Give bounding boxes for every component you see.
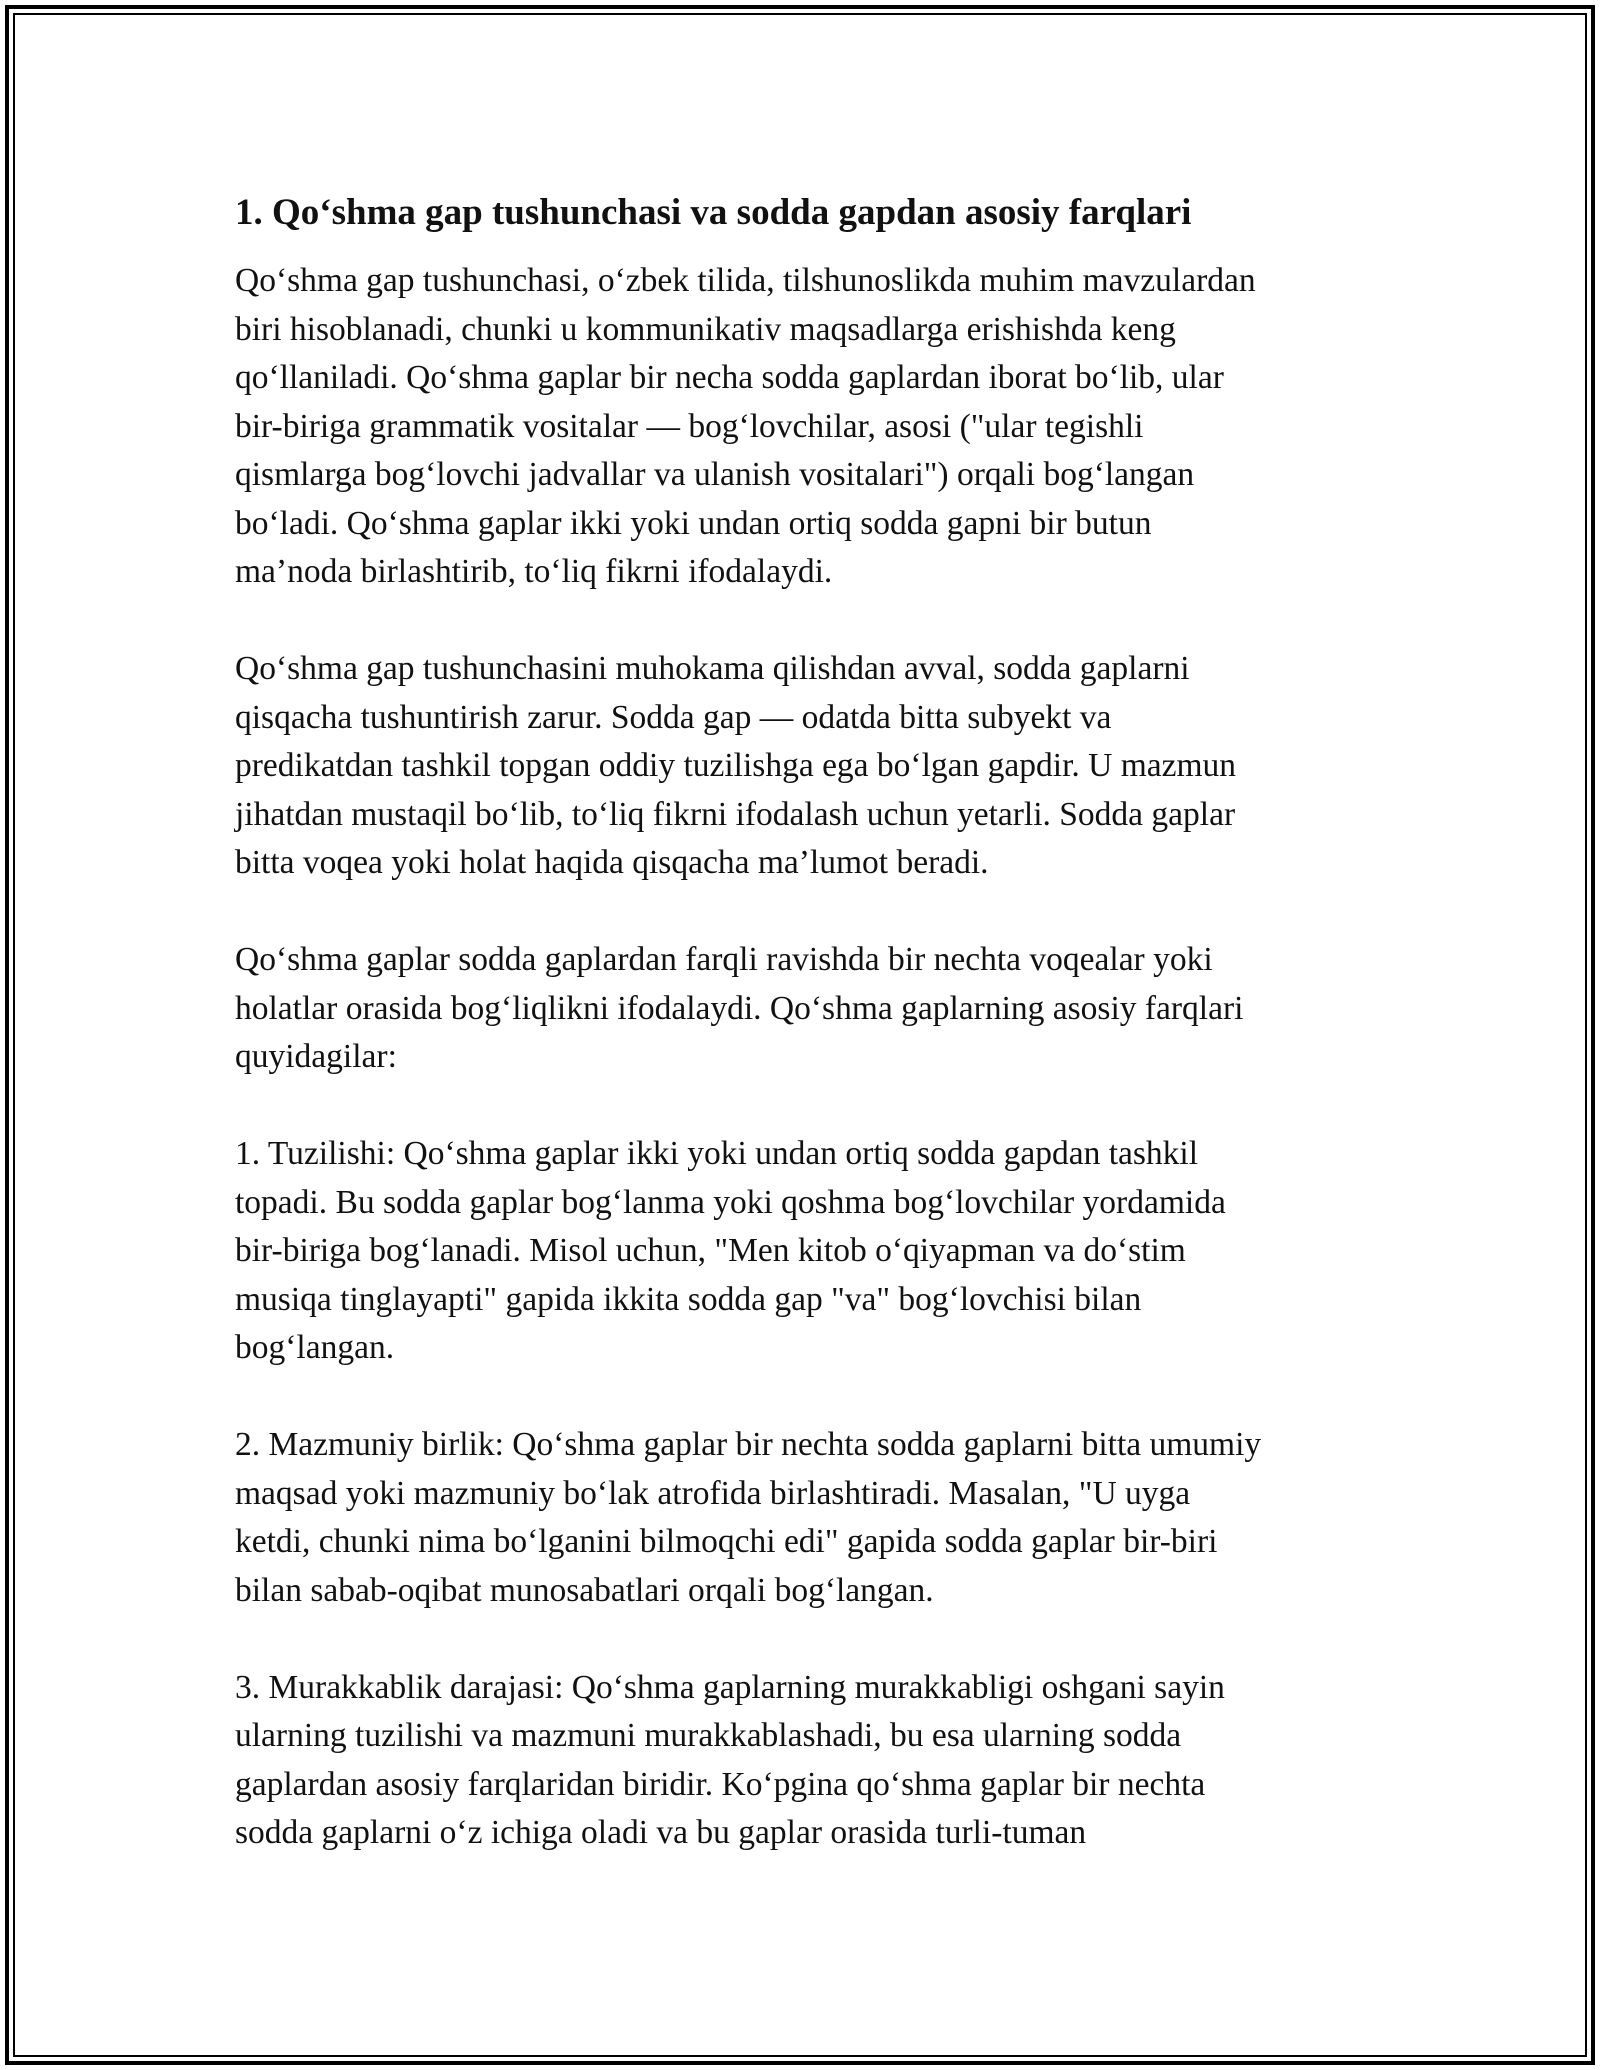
text-line: holatlar orasida bog‘liqlikni ifodalaydi. Qo‘shma gaplarning asosiy farqlari [235, 989, 1244, 1027]
text-line: Qo‘shma gap tushunchasini muhokama qilishdan avval, sodda gaplarni [235, 650, 1190, 687]
paragraph-3 [235, 936, 1375, 1082]
text-line: qo‘llaniladi. Qo‘shma gaplar bir necha sodda gaplardan iborat bo‘lib, ular [235, 359, 1224, 396]
text-line: bir-biriga grammatik vositalar — bog‘lovchilar, asosi ("ular tegishli [235, 407, 1144, 445]
text-line: bilan sabab-oqibat munosabatlari orqali bog‘langan. [235, 1571, 934, 1609]
section-heading: 1. Qo‘shma gap tushunchasi va sodda gapdan asosiy farqlari [235, 192, 1192, 233]
text-line: ularning tuzilishi va mazmuni murakkablashadi, bu esa ularning sodda [235, 1717, 1182, 1754]
text-line: ma’noda birlashtirib, to‘liq fikrni ifodalaydi. [235, 553, 833, 590]
text-line: ketdi, chunki nima bo‘lganini bilmoqchi edi" gapida sodda gaplar bir-biri [235, 1523, 1218, 1560]
text-line: gaplardan asosiy farqlaridan biridir. Ko‘pgina qo‘shma gaplar bir nechta [235, 1765, 1206, 1803]
text-line: topadi. Bu sodda gaplar bog‘lanma yoki qoshma bog‘lovchilar yordamida [235, 1183, 1226, 1221]
text-line: predikatdan tashkil topgan oddiy tuzilishga ega bo‘lgan gapdir. U mazmun [235, 747, 1237, 784]
text-line: Qo‘shma gaplar sodda gaplardan farqli ravishda bir nechta voqealar yoki [235, 941, 1213, 978]
text-line: bir-biriga bog‘lanadi. Misol uchun, "Men kitob o‘qiyapman va do‘stim [235, 1232, 1186, 1269]
paragraph-6 [235, 1664, 1375, 1858]
document-body [235, 257, 1375, 1858]
text-line: bo‘ladi. Qo‘shma gaplar ikki yoki undan ortiq sodda gapni bir butun [235, 504, 1152, 542]
text-line: biri hisoblanadi, chunki u kommunikativ maqsadlarga erishishda keng [235, 310, 1176, 348]
text-line: quyidagilar: [235, 1038, 397, 1075]
paragraph-4 [235, 1130, 1375, 1373]
text-line: bog‘langan. [235, 1329, 395, 1366]
text-line: 1. Tuzilishi: Qo‘shma gaplar ikki yoki undan ortiq sodda gapdan tashkil [235, 1135, 1199, 1172]
text-line: qismlarga bog‘lovchi jadvallar va ulanish vositalari") orqali bog‘langan [235, 456, 1195, 493]
text-line: Qo‘shma gap tushunchasi, o‘zbek tilida, tilshunoslikda muhim mavzulardan [235, 262, 1256, 299]
paragraph-2 [235, 645, 1375, 888]
text-line: bitta voqea yoki holat haqida qisqacha ma’lumot beradi. [235, 844, 989, 881]
document-page [235, 185, 1375, 1906]
text-line: maqsad yoki mazmuniy bo‘lak atrofida birlashtiradi. Masalan, "U uyga [235, 1474, 1191, 1512]
text-line: 3. Murakkablik darajasi: Qo‘shma gaplarning murakkabligi oshgani sayin [235, 1668, 1225, 1706]
text-line: sodda gaplarni o‘z ichiga oladi va bu gaplar orasida turli-tuman [235, 1814, 1087, 1851]
text-line: jihatdan mustaqil bo‘lib, to‘liq fikrni ifodalash uchun yetarli. Sodda gaplar [235, 795, 1236, 833]
text-line: musiqa tinglayapti" gapida ikkita sodda gap "va" bog‘lovchisi bilan [235, 1280, 1142, 1318]
text-line: 2. Mazmuniy birlik: Qo‘shma gaplar bir nechta sodda gaplarni bitta umumiy [235, 1426, 1262, 1463]
paragraph-1 [235, 257, 1375, 597]
paragraph-5 [235, 1421, 1375, 1615]
text-line: qisqacha tushuntirish zarur. Sodda gap — odatda bitta subyekt va [235, 698, 1112, 736]
